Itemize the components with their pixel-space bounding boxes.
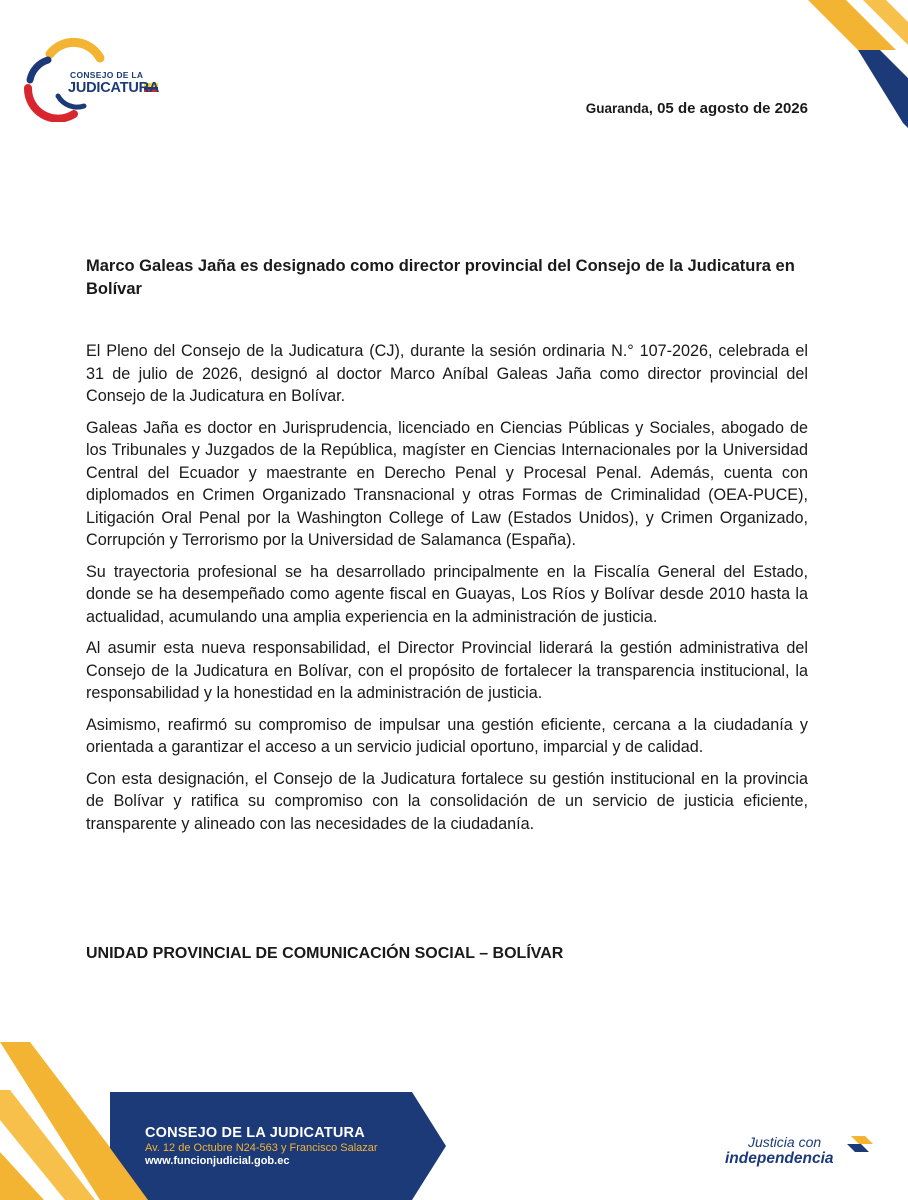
logo-text-line1: CONSEJO DE LA	[70, 70, 144, 80]
headline: Marco Galeas Jaña es designado como director provincial del Consejo de la Judicatura en Bolívar	[86, 257, 795, 298]
footer-info	[145, 1125, 378, 1167]
logo-text-line2: JUDICATURA	[68, 80, 160, 96]
corner-stripes-top	[788, 0, 908, 160]
paragraph: Con esta designación, el Consejo de la Judicatura fortalece su gestión institucional en la provincia de Bolívar y ratifica su compromiso con la consolidación de un servicio de justicia eficiente, transparente y alineado con las necesidades de la ciudadanía.	[86, 769, 808, 833]
slogan-emblem-icon	[845, 1130, 875, 1162]
paragraph: Asimismo, reafirmó su compromiso de impulsar una gestión eficiente, cercana a la ciudadanía y orientada a garantizar el acceso a un servicio judicial oportuno, imparcial y de calidad.	[86, 715, 808, 756]
article-body	[86, 340, 808, 844]
footer-website-link[interactable]: www.funcionjudicial.gob.ec	[145, 1155, 290, 1167]
footer-address: Av. 12 de Octubre N24-563 y Francisco Salazar	[145, 1142, 378, 1154]
paragraph: Al asumir esta nueva responsabilidad, el Director Provincial liderará la gestión administrativa del Consejo de la Judicatura en Bolívar, con el propósito de fortalecer la transparencia institucional, la responsabilidad y la honestidad en la administración de justicia.	[86, 639, 808, 702]
paragraph: Su trayectoria profesional se ha desarrollado principalmente en la Fiscalía General del Estado, donde se ha desempeñado como agente fiscal en Guayas, Los Ríos y Bolívar desde 2010 hasta la actualidad, acumulando una amplia experiencia en la administración de justicia.	[86, 562, 808, 626]
paragraph: El Pleno del Consejo de la Judicatura (CJ), durante la sesión ordinaria N.° 107-2026, celebrada el 31 de julio de 2026, designó al doctor Marco Aníbal Galeas Jaña como director provincial del Consejo de la Judicatura en Bolívar.	[86, 342, 808, 405]
slogan	[720, 1128, 880, 1178]
judicatura-logo	[18, 36, 168, 122]
date-line: Guaranda, 05 de agosto de 2026	[585, 100, 808, 117]
signature: UNIDAD PROVINCIAL DE COMUNICACIÓN SOCIAL – BOLÍVAR	[86, 945, 564, 962]
footer-band	[0, 1040, 460, 1200]
footer-title: CONSEJO DE LA JUDICATURA	[145, 1125, 365, 1141]
slogan-line1: Justicia con	[748, 1134, 822, 1150]
slogan-line2: independencia	[725, 1150, 834, 1167]
city: Guaranda	[585, 101, 649, 116]
paragraph: Galeas Jaña es doctor en Jurisprudencia, licenciado en Ciencias Públicas y Sociales, abogado de los Tribunales y Juzgados de la República, magíster en Ciencias Internacionales por la Universidad Central del Ecuador y maestrante en Derecho Penal y Procesal Penal. Además, cuenta con diplomados en Crimen Organizado Transnacional y otras Formas de Criminalidad (OEA-PUCE), Litigación Oral Penal por la Washington College of Law (Estados Unidos), y Crimen Organizado, Corrupción y Terrorismo por la Universidad de Salamanca (España).	[86, 418, 808, 549]
date: 05 de agosto de 2026	[657, 100, 808, 117]
